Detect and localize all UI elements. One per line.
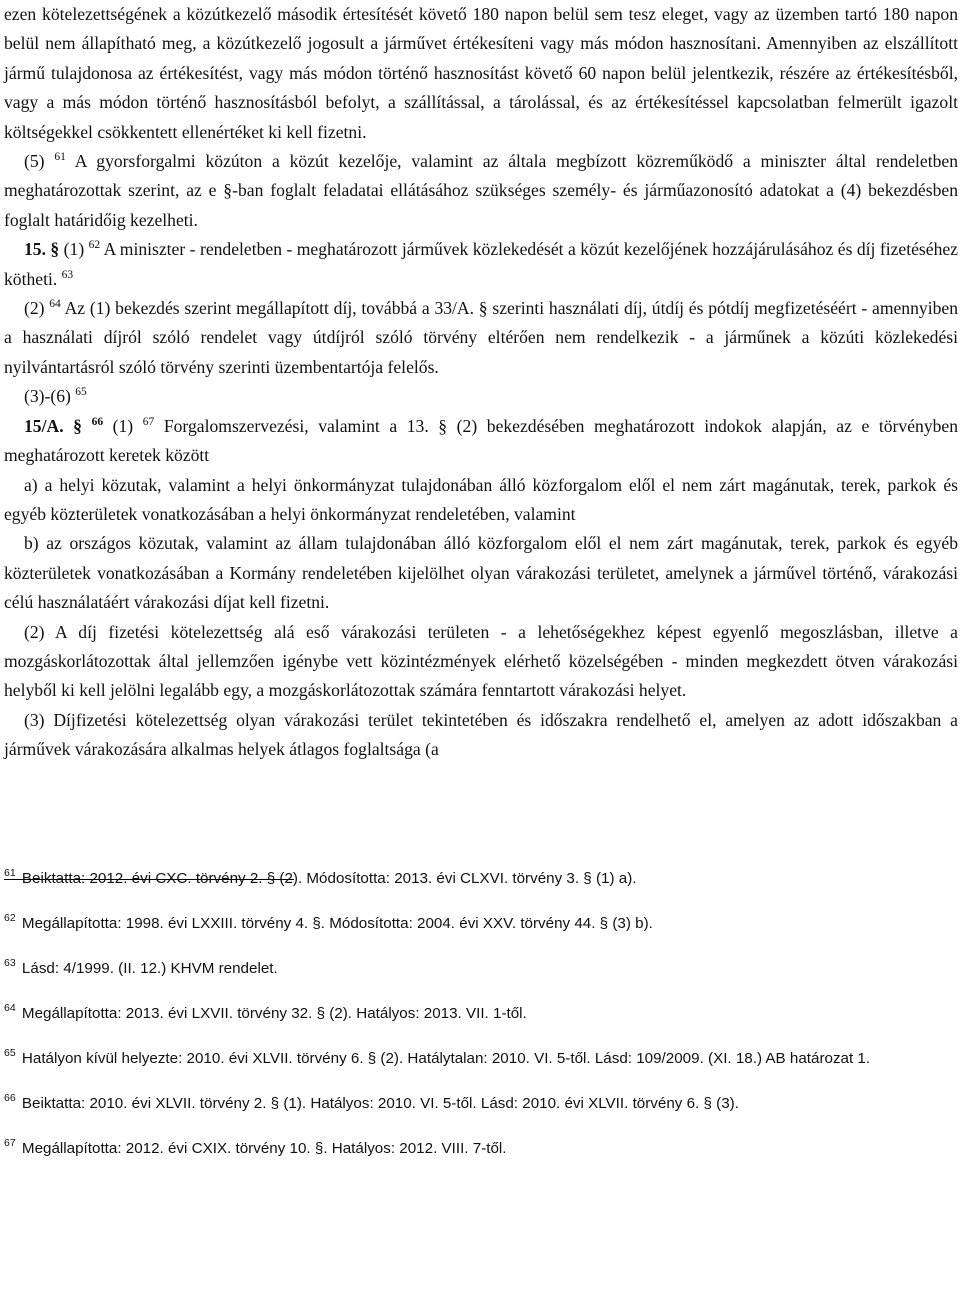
footnote-ref-61[interactable]: 61 (54, 151, 66, 164)
footnote-ref-65[interactable]: 65 (75, 386, 87, 399)
paragraph-text: (3) Díjfizetési kötelezettség olyan várakozási terület tekintetében és időszakra rendelhető el, amelyen az adott időszakban a járművek várakozására alkalmas helyek átlagos foglaltsága (a (4, 709, 958, 760)
paragraph-continuation (4, 0, 958, 147)
footnote-number: 64 (4, 1002, 16, 1014)
paragraph-15a-3 (4, 706, 958, 765)
footnote-62 (4, 907, 954, 941)
footnote-67 (4, 1132, 954, 1166)
paragraph-lead: (5) (24, 151, 45, 172)
paragraph-15-2 (4, 294, 958, 382)
paragraph-text: Forgalomszervezési, valamint a 13. § (2) bekezdésében meghatározott indokok alapján, az e törvényben meghatározott keretek között (4, 415, 959, 466)
footnote-text: Megállapította: 1998. évi LXXIII. törvény 4. §. Módosította: 2004. évi XXV. törvény 44. § (3) b). (21, 915, 653, 932)
list-item-a (4, 471, 958, 530)
footnote-number: 66 (4, 1092, 16, 1104)
footnote-number: 61 (4, 867, 16, 879)
paragraph-lead: (2) (24, 298, 45, 319)
paragraph-lead: (1) (103, 415, 134, 436)
paragraph-text: Az (1) bekezdés szerint megállapított díj, továbbá a 33/A. § szerinti használati díj, útdíj és pótdíj megfizetéséért - amennyiben a használati díjról szóló rendelet vagy útdíjról szóló törvény eltérően nem rendelkezik - a járműnek a közúti közlekedési nyilvántartásról szóló törvény szerinti üzembentartója felelős. (4, 298, 958, 377)
section-15a (4, 412, 958, 471)
footnote-text: Lásd: 4/1999. (II. 12.) KHVM rendelet. (21, 960, 278, 977)
footnote-64 (4, 997, 954, 1031)
paragraph-text: a) a helyi közutak, valamint a helyi önkormányzat tulajdonában álló közforgalom elől el nem zárt magánutak, terek, parkok és egyéb közterületek vonatkozásában a helyi önkormányzat rendeletében, valamint (4, 474, 958, 524)
section-15 (4, 235, 958, 294)
footnote-ref-63[interactable]: 63 (61, 268, 74, 281)
footnote-number: 65 (4, 1047, 16, 1059)
paragraph-4-5 (4, 147, 958, 235)
footnote-ref-67[interactable]: 67 (142, 415, 155, 428)
paragraph-text: ezen kötelezettségének a közútkezelő második értesítését követő 180 napon belül sem tesz eleget, vagy az üzemben tartó 180 napon belül nem állapítható meg, a közútkezelő jogosult a járművet értékesíteni vagy más módon hasznosítani. Amennyiben az elszállított jármű tulajdonosa az értékesítést, vagy más módon történő hasznosítást követő 60 napon belül jelentkezik, részére az értékesítésből, vagy a más módon történő hasznosításból befolyt, a szállítással, a tárolással, és az értékesítéssel kapcsolatban felmerült igazolt költségekkel csökkentett ellenértéket ki kell fizetni. (4, 4, 958, 142)
list-item-b (4, 529, 958, 617)
paragraph-text: (2) A díj fizetési kötelezettség alá eső várakozási területen - a lehetőségekhez képest egyenlő megoszlásban, illetve a mozgáskorlátozottak által jellemzően igénybe vett közintézmények elérhető közelségében - minden megkezdett ötven várakozási helyből ki kell jelölni legalább egy, a mozgáskorlátozottak számára fenntartott várakozási helyet. (4, 621, 958, 701)
footnote-65 (4, 1042, 954, 1076)
footnote-ref-64[interactable]: 64 (49, 298, 61, 311)
paragraph-15a-2 (4, 618, 958, 706)
footnote-text: Megállapította: 2012. évi CXIX. törvény 10. §. Hatályos: 2012. VIII. 7-től. (21, 1140, 507, 1157)
footnote-61 (4, 862, 954, 896)
section-number: 15/A. § (24, 415, 82, 436)
footnote-text: Beiktatta: 2010. évi XLVII. törvény 2. § (1). Hatályos: 2010. VI. 5-től. Lásd: 2010. évi XLVII. törvény 6. § (3). (21, 1095, 739, 1112)
paragraph-15-3-6 (4, 382, 958, 411)
document-body (4, 0, 958, 765)
footnote-text: Megállapította: 2013. évi LXVII. törvény 32. § (2). Hatályos: 2013. VII. 1-től. (21, 1005, 527, 1022)
paragraph-text: A miniszter - rendeletben - meghatározott járművek közlekedését a közút kezelőjének hozzájárulásához és díj fizetéséhez kötheti. (4, 239, 958, 289)
paragraph-lead: (3)-(6) (24, 386, 71, 407)
paragraph-lead: (1) (59, 239, 85, 260)
footnotes (4, 862, 954, 1177)
footnote-number: 67 (4, 1137, 16, 1149)
paragraph-text: b) az országos közutak, valamint az állam tulajdonában álló közforgalom elől el nem zárt magánutak, terek, parkok és egyéb közterületek vonatkozásában a Kormány rendeletében kijelölhet olyan várakozási területet, amelynek a járművel történő, várakozási célú használatáért várakozási díjat kell fizetni. (4, 533, 958, 613)
footnote-number: 63 (4, 957, 16, 969)
footnote-ref-62[interactable]: 62 (88, 239, 101, 252)
footnote-66 (4, 1087, 954, 1121)
footnote-text: Hatályon kívül helyezte: 2010. évi XLVII. törvény 6. § (2). Hatálytalan: 2010. VI. 5-től. Lásd: 109/2009. (XI. 18.) AB határozat 1. (21, 1050, 871, 1067)
section-number: 15. § (24, 239, 60, 260)
footnote-number: 62 (4, 912, 16, 924)
footnote-text: Beiktatta: 2012. évi CXC. törvény 2. § (2). Módosította: 2013. évi CLXVI. törvény 3. § (1) a). (21, 870, 637, 887)
footnote-63 (4, 952, 954, 986)
paragraph-text: A gyorsforgalmi közúton a közút kezelője, valamint az általa megbízott közreműködő a miniszter által rendeletben meghatározottak szerint, az e §-ban foglalt feladatai ellátásához szükséges személy- és járműazonosító adatokat a (4) bekezdésben foglalt határidőig kezelheti. (4, 151, 959, 230)
footnote-ref-66[interactable]: 66 (91, 415, 104, 428)
